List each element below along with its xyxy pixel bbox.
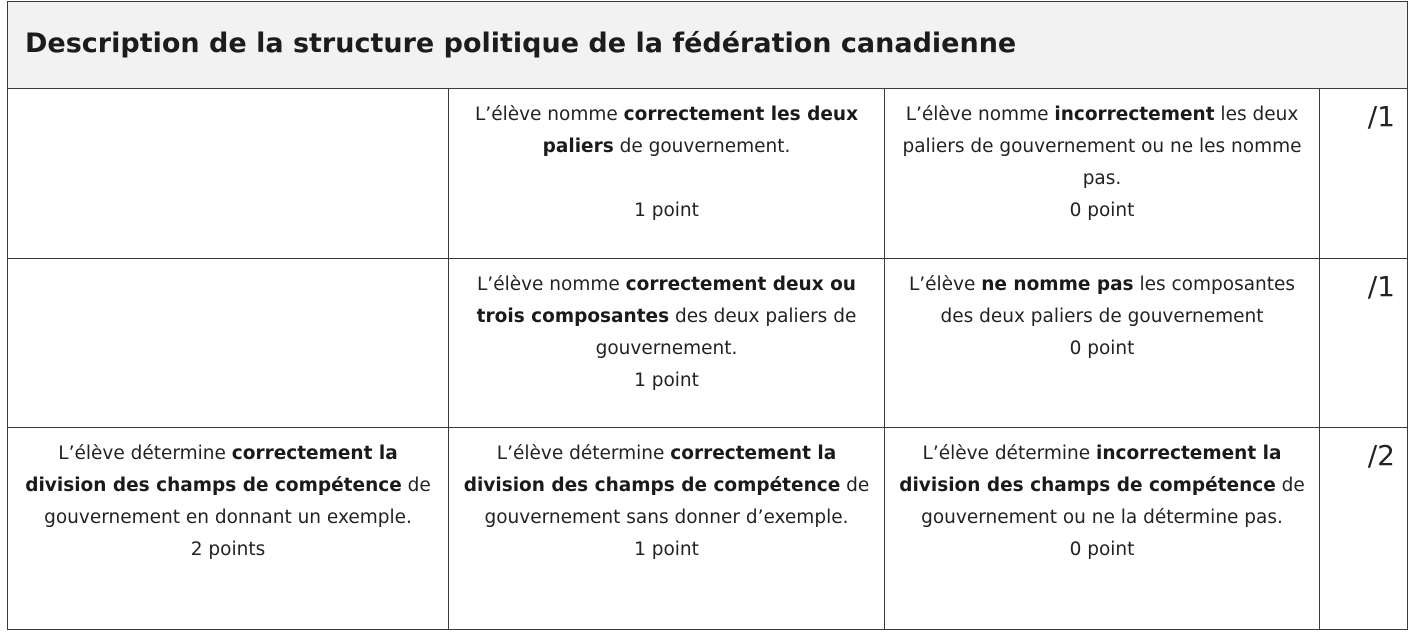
score-value: /2 bbox=[1367, 439, 1395, 472]
criterion-text-bold: correctement deux ou trois composantes bbox=[476, 274, 856, 327]
criterion-points: 0 point bbox=[1069, 539, 1135, 560]
criterion-text-post: des deux paliers de gouvernement. bbox=[595, 306, 857, 359]
criterion-level-2-cell bbox=[8, 89, 449, 258]
criterion-text-pre: L’élève nomme bbox=[477, 274, 626, 295]
criterion-points: 0 point bbox=[1069, 200, 1135, 221]
rubric-table bbox=[7, 1, 1408, 630]
score-cell bbox=[1320, 89, 1407, 258]
criterion-text-post: de gouvernement ou ne la détermine pas. bbox=[921, 475, 1305, 528]
criterion-text-pre: L’élève détermine bbox=[922, 443, 1097, 464]
score-value: /1 bbox=[1367, 270, 1395, 303]
criterion-text-bold: correctement la division des champs de compétence bbox=[463, 443, 841, 496]
criterion-points: 0 point bbox=[1069, 338, 1135, 359]
criterion-level-0-cell bbox=[885, 89, 1320, 258]
criterion-text-bold: correctement la division des champs de compétence bbox=[25, 443, 402, 496]
criterion-level-2-cell bbox=[8, 259, 449, 427]
criterion-text-bold: correctement les deux paliers bbox=[542, 104, 858, 157]
criterion-text-post: de gouvernement en donnant un exemple. bbox=[44, 475, 431, 528]
criterion-points: 2 points bbox=[190, 539, 266, 560]
criterion-level-0-cell bbox=[885, 259, 1320, 427]
criterion-text-bold: incorrectement la division des champs de compétence bbox=[899, 443, 1282, 496]
criterion-text-pre: L’élève nomme bbox=[475, 104, 624, 125]
criterion-text-pre: L’élève détermine bbox=[58, 443, 232, 464]
criterion-text-post: les deux paliers de gouvernement ou ne les nomme pas. bbox=[902, 104, 1302, 189]
criterion-text-post: de gouvernement sans donner d’exemple. bbox=[484, 475, 870, 528]
criterion-text-post: les composantes des deux paliers de gouvernement bbox=[940, 274, 1296, 327]
criterion-text-pre: L’élève bbox=[908, 274, 982, 295]
criterion-text-bold: ne nomme pas bbox=[981, 274, 1134, 295]
criterion-points: 1 point bbox=[634, 370, 699, 391]
score-value: /1 bbox=[1367, 100, 1395, 133]
criterion-text-post: de gouvernement. bbox=[613, 136, 791, 157]
criterion-points: 1 point bbox=[634, 539, 699, 560]
criterion-text-pre: L’élève détermine bbox=[496, 443, 671, 464]
rubric-title: Description de la structure politique de la fédération canadienne bbox=[25, 28, 1017, 59]
criterion-level-0-cell bbox=[885, 428, 1320, 629]
criterion-text-pre: L’élève nomme bbox=[905, 104, 1055, 125]
criterion-level-1-cell bbox=[449, 259, 885, 427]
rubric-row-2 bbox=[8, 259, 1407, 428]
score-cell bbox=[1320, 259, 1407, 427]
criterion-level-1-cell bbox=[449, 428, 885, 629]
criterion-level-1-cell bbox=[449, 89, 885, 258]
criterion-level-2-cell bbox=[8, 428, 449, 629]
criterion-points: 1 point bbox=[634, 200, 699, 221]
rubric-header bbox=[8, 2, 1407, 89]
rubric-row-1 bbox=[8, 89, 1407, 259]
rubric-row-3 bbox=[8, 428, 1407, 629]
criterion-text-bold: incorrectement bbox=[1054, 104, 1215, 125]
score-cell bbox=[1320, 428, 1407, 629]
